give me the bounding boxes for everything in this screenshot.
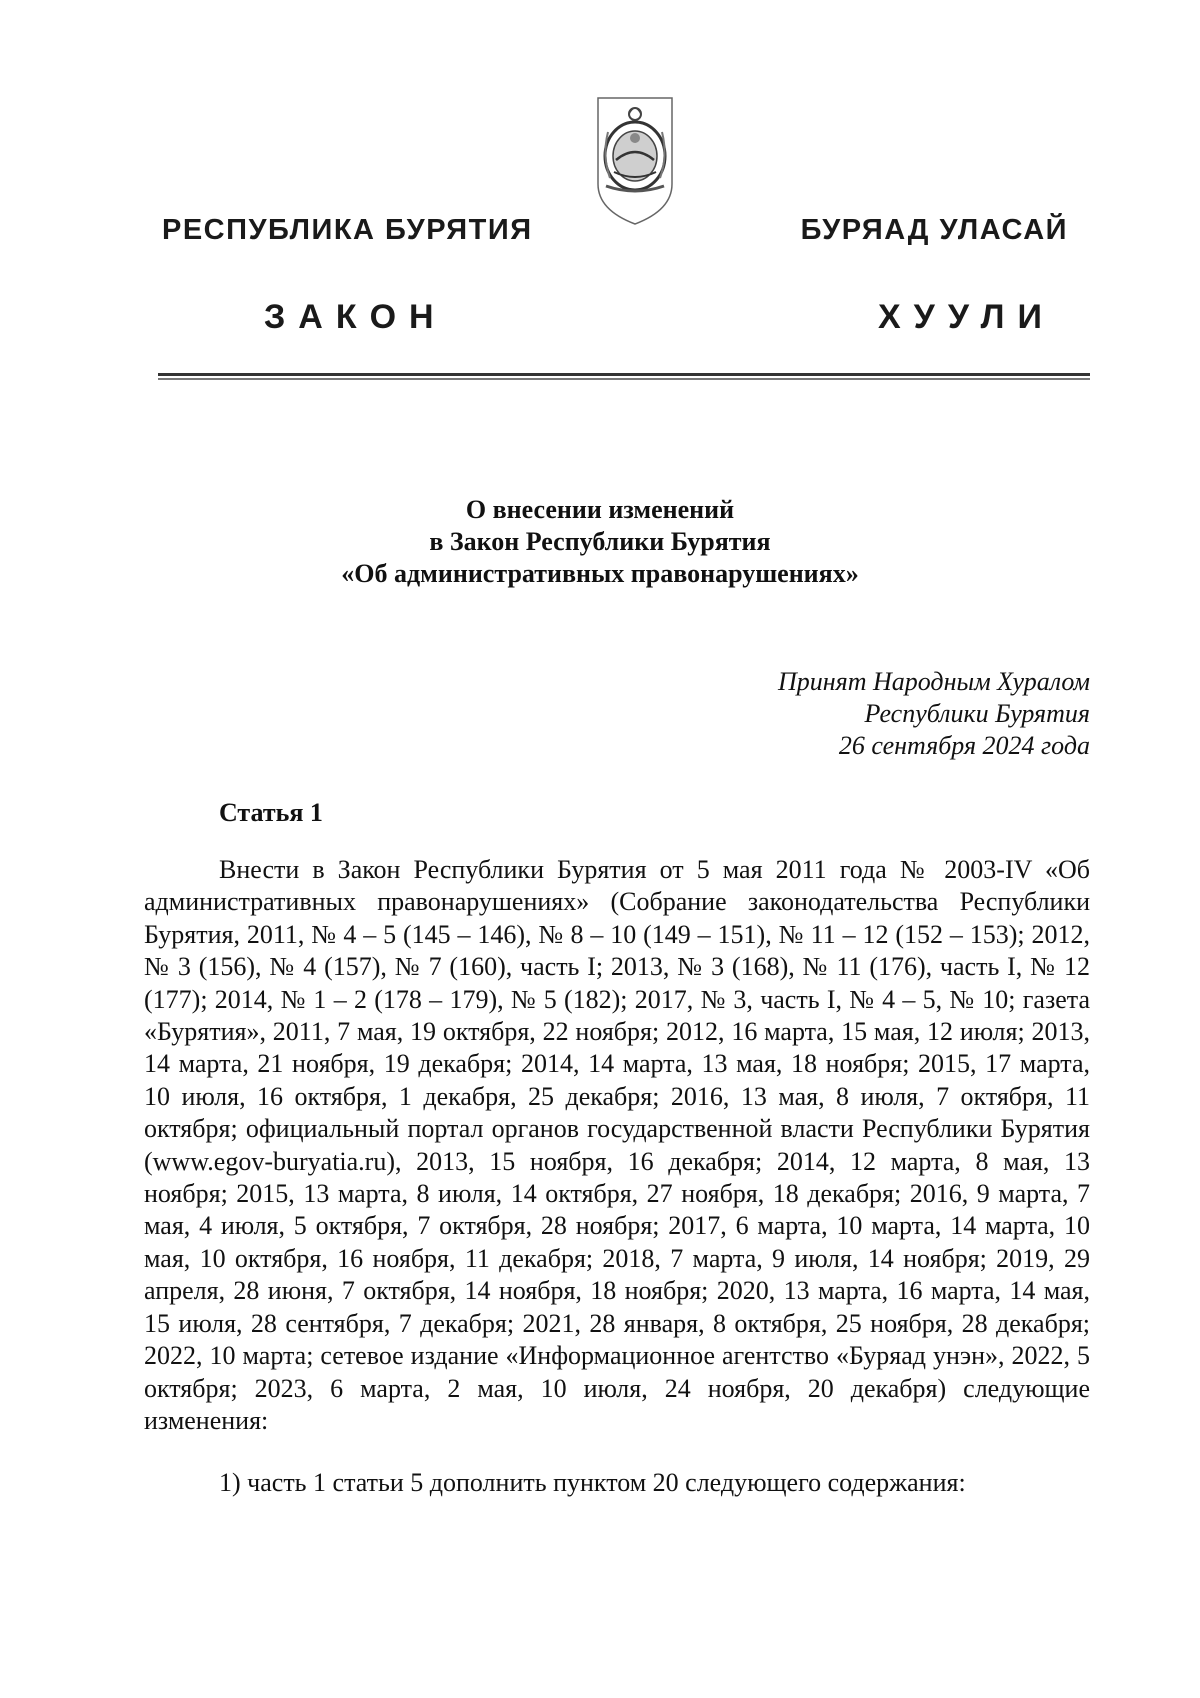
law-title-line: «Об административных правонарушениях» <box>341 559 859 588</box>
article-heading: Статья 1 <box>219 798 323 827</box>
law-title-line: О внесении изменений <box>465 495 735 524</box>
document-type-russian: ЗАКОН <box>264 298 447 336</box>
law-title <box>200 494 1000 590</box>
republic-name-russian: РЕСПУБЛИКА БУРЯТИЯ <box>162 214 533 246</box>
article-item-1: 1) часть 1 статьи 5 дополнить пунктом 20 следующего содержания: <box>219 1468 966 1497</box>
header-divider <box>158 373 1090 376</box>
adoption-note <box>778 666 1090 762</box>
adoption-note-line: Республики Бурятия <box>864 699 1090 728</box>
adoption-date: 26 сентября 2024 года <box>838 731 1090 760</box>
republic-name-buryat: БУРЯАД УЛАСАЙ <box>800 214 1068 246</box>
law-title-line: в Закон Республики Бурятия <box>429 527 771 556</box>
document-type-buryat: ХУУЛИ <box>878 298 1055 336</box>
adoption-note-line: Принят Народным Хуралом <box>777 667 1090 696</box>
header-divider-secondary <box>158 378 1090 380</box>
article-paragraph: Внести в Закон Республики Бурятия от 5 мая 2011 года № 2003-IV «Об административных правонарушениях» (Собрание законодательства Республики Бурятия, 2011, № 4 – 5 (145 – 146), № 8 – 10 (149 – 151), № 11 – 12 (152 – 153); 2012, № 3 (156), № 4 (157), № 7 (160), часть I; 2013, № 3 (168), № 11 (176), часть I, № 12 (177); 2014, № 1 – 2 (178 – 179), № 5 (182); 2017, № 3, часть I, № 4 – 5, № 10; газета «Бурятия», 2011, 7 мая, 19 октября, 22 ноября; 2012, 16 марта, 15 мая, 12 июля; 2013, 14 марта, 21 ноября, 19 декабря; 2014, 14 марта, 13 мая, 18 ноября; 2015, 17 марта, 10 июля, 16 октября, 1 декабря, 25 декабря; 2016, 13 мая, 8 июля, 7 октября, 11 октября; официальный портал органов государственной власти Республики Бурятия (www.egov-buryatia.ru), 2013, 15 ноября, 16 декабря; 2014, 12 марта, 8 мая, 13 ноября; 2015, 13 марта, 8 июля, 14 октября, 27 ноября, 18 декабря; 2016, 9 марта, 7 мая, 4 июля, 5 октября, 7 октября, 28 ноября; 2017, 6 марта, 10 марта, 14 марта, 10 мая, 10 октября, 16 ноября, 11 декабря; 2018, 7 марта, 9 июля, 14 ноября; 2019, 29 апреля, 28 июня, 7 октября, 14 ноября, 18 ноября; 2020, 13 марта, 16 марта, 14 мая, 15 июля, 28 сентября, 7 декабря; 2021, 28 января, 8 октября, 25 ноября, 28 декабря; 2022, 10 марта; сетевое издание «Информационное агентство «Буряад унэн», 2022, 5 октября; 2023, 6 марта, 2 мая, 10 июля, 24 ноября, 20 декабря) следующие изменения: <box>144 855 1090 1435</box>
coat-of-arms-icon <box>594 92 676 228</box>
